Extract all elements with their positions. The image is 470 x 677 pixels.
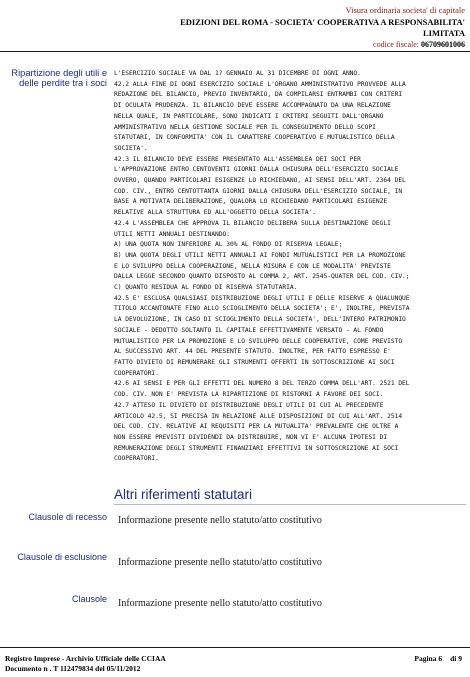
statute-text-line: DI OCULATA PRUDENZA. IL BILANCIO DEVE ESSERE ACCOMPAGNATO DA UNA RELAZIONE <box>114 102 391 110</box>
footer-registry: Registro Imprese - Archivio Ufficiale delle CCIAA <box>5 654 166 663</box>
statute-text-line: AMMINISTRATIVO NELLA GESTIONE SOCIALE PER IL CONSEGUIMENTO DELLO SCOPI <box>114 123 376 131</box>
footer-info <box>5 654 166 674</box>
statute-text-line: LA DEVOLUZIONE, IN CASO DI SCIOGLIMENTO DELLA SOCIETA', DELL'INTERO PATRIMONIO <box>114 316 406 324</box>
statute-text-line: A) UNA QUOTA NON INFERIORE AL 30% AL FONDO DI RISERVA LEGALE; <box>114 241 343 249</box>
statute-text-line: 42.6 AI SENSI E PER GLI EFFETTI DEL NUMERO 8 DEL TERZO COMMA DELL'ART. 2521 DEL <box>114 380 410 388</box>
footer-divider <box>0 647 470 648</box>
clause-value-clausole: Informazione presente nello statuto/atto costitutivo <box>118 598 322 609</box>
statute-text-line: REDAZIONE DEL BILANCIO, PREVIO INVENTARIO, DA COMPILARSI ENTRAMBI CON CRITERI <box>114 91 403 99</box>
statute-text-line: NELLA QUALE, IN PARTICOLARE, SONO INDICATI I CRITERI SEGUITI DALL'ORGANO <box>114 112 384 120</box>
statute-text-block <box>114 69 466 465</box>
clause-value-recesso: Informazione presente nello statuto/atto costitutivo <box>118 515 322 526</box>
altri-riferimenti-title: Altri riferimenti statutari <box>114 487 253 502</box>
statute-text-line: DEL COD. CIV. RELATIVE AI REQUISITI PER LA MUTUALITA' PREVALENTE CHE OLTRE A <box>114 423 399 431</box>
header-divider <box>0 51 470 52</box>
clause-label-recesso: Clausole di recesso <box>28 512 107 522</box>
statute-text-line: E LO SVILUPPO DELLA COOPERAZIONE, NELLA MISURA E CON LE MODALITA' PREVISTE <box>114 262 391 270</box>
statute-text-line: BASE A MOTIVATA DELIBERAZIONE, QUALORA LO RICHIEDANO PARTICOLARI ESIGENZE <box>114 198 388 206</box>
statute-text-line: SOCIALE - DEDOTTO SOLTANTO IL CAPITALE EFFETTIVAMENTE VERSATO - AL FONDO <box>114 326 384 334</box>
statute-text-line: C) QUANTO RESIDUA AL FONDO DI RISERVA STATUTARIA. <box>114 284 298 292</box>
fiscal-code-label: codice fiscale: <box>373 40 419 49</box>
page-number: Pagina 6 <box>414 654 443 663</box>
statute-text-line: 42.2 ALLA FINE DI OGNI ESERCIZIO SOCIALE L'ORGANO AMMINISTRATIVO PROVVEDE ALLA <box>114 80 406 88</box>
fiscal-code-value: 06709601006 <box>421 40 465 49</box>
fiscal-code-line <box>373 40 465 49</box>
clause-label-clausole: Clausole <box>71 594 107 604</box>
statute-text-line: REMUNERAZIONE DEGLI STRUMENTI FINANZIARI EFFETTIVI IN SOTTOSCRIZIONE AI SOCI <box>114 444 399 452</box>
company-name: EDIZIONI DEL ROMA - SOCIETA' COOPERATIVA A RESPONSABILITA' LIMITATA <box>180 17 465 38</box>
statute-text-line: L'APPROVAZIONE ENTRO CENTOVENTI GIORNI DALLA CHIUSURA DELL'ESERCIZIO SOCIALE <box>114 166 399 174</box>
statute-text-line: DALLA LEGGE SECONDO QUANTO DISPOSTO AL COMMA 2, ART. 2545-QUATER DEL COD. CIV.; <box>114 273 410 281</box>
clause-value-esclusione: Informazione presente nello statuto/atto costitutivo <box>118 557 322 568</box>
statute-text-line: 42.5 E' ESCLUSA QUALSIASI DISTRIBUZIONE DEGLI UTILI E DELLE RISERVE A QUALUNQUE <box>114 294 410 302</box>
statute-text-line: SOCIETA'. <box>114 144 148 152</box>
statute-text-line: MUTUALISTICO PER LA PROMOZIONE E LO SVILUPPO DELLE COOPERATIVE, COME PREVISTO <box>114 337 403 345</box>
statute-text-line: AL SUCCESSIVO ART. 44 DEL PRESENTE STATUTO. INOLTRE, PER FATTO ESPRESSO E' <box>114 348 391 356</box>
statute-text-line: ARTICOLO 42.5, SI PRECISA IN RELAZIONE ALLE DISPOSIZIONI DI CUI ALL'ART. 2514 <box>114 412 403 420</box>
altri-divider <box>114 504 466 505</box>
statute-text-line: 42.4 L'ASSEMBLEA CHE APPROVA IL BILANCIO DELIBERA SULLA DESTINAZIONE DEGLI <box>114 219 391 227</box>
statute-text-line: COD. CIV., ENTRO CENTOTTANTA GIORNI DALLA CHIUSURA DELL'ESERCIZIO SOCIALE, IN <box>114 187 403 195</box>
statute-text-line: RELATIVE ALLA STRUTTURA ED ALL'OGGETTO DELLA SOCIETA'. <box>114 209 317 217</box>
statute-text-line: L'ESERCIZIO SOCIALE VA DAL 1? GENNAIO AL 31 DICEMBRE DI OGNI ANNO. <box>114 70 361 77</box>
statute-text-line: COOPERATORI. <box>114 455 159 463</box>
statute-text-line: COD. CIV. NON E' PREVISTA LA RIPARTIZIONE DI RISTORNI A FAVORE DEI SOCI. <box>114 391 384 399</box>
clause-label-esclusione: Clausole di esclusione <box>17 552 107 562</box>
statute-text-line: UTILI NETTI ANNUALI DESTINANDO: <box>114 230 230 238</box>
page-indicator <box>406 654 462 663</box>
statute-text-line: COOPERATORI. <box>114 369 159 377</box>
statute-text-line: OVVERO, QUANDO PARTICOLARI ESIGENZE LO RICHIEDANO, AI SENSI DELL'ART. 2364 DEL <box>114 177 406 185</box>
page-total: di 9 <box>450 654 462 663</box>
statute-text-line: 42.7 ATTESO IL DIVIETO DI DISTRIBUZIONE DEGLI UTILI DI CUI AL PRECEDENTE <box>114 401 384 409</box>
statute-text-line: NON ESSERE PREVISTI DIVIDENDI DA DISTRIBUIRE, NON VI E' ALCUNA IPOTESI DI <box>114 433 388 441</box>
statute-text-line: B) UNA QUOTA DEGLI UTILI NETTI ANNUALI AI FONDI MUTUALISTICI PER LA PROMOZIONE <box>114 251 406 259</box>
footer-document-number: Documento n . T 112479834 del 05/11/2012 <box>5 664 141 673</box>
statute-text-line: TITOLO ACCANTONATE FINO ALLO SCIOGLIMENTO DELLA SOCIETA'; E', INOLTRE, PREVISTA <box>114 305 410 313</box>
statute-text-line: 42.3 IL BILANCIO DEVE ESSERE PRESENTATO ALL'ASSEMBLEA DEI SOCI PER <box>114 155 361 163</box>
statute-text-line: STATUTARI, IN CONFORMITA' CON IL CARATTERE COOPERATIVO E MUTUALISTICO DELLA <box>114 134 395 142</box>
statute-text-line: FATTO DIVIETO DI REMUNERARE GLI STRUMENTI OFFERTI IN SOTTOSCRIZIONE AI SOCI <box>114 358 395 366</box>
section-label: Ripartizione degli utili e delle perdite tra i soci <box>11 68 107 88</box>
document-type: Visura ordinaria societa' di capitale <box>345 5 465 15</box>
